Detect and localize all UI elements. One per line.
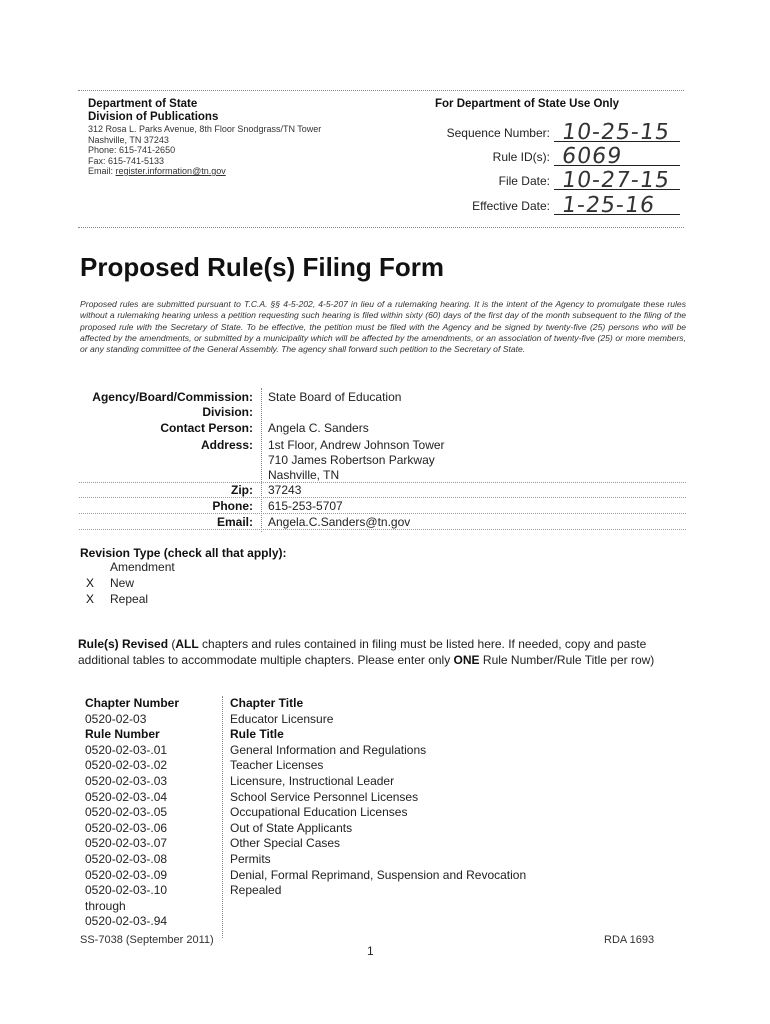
rule-title: Occupational Education Licenses [230, 805, 408, 820]
table-header-row [82, 727, 682, 743]
rule-id-field [440, 146, 680, 168]
agency-value: State Board of Education [268, 390, 402, 404]
table-row [82, 836, 682, 852]
rule-number: 0520-02-03-.03 [85, 774, 168, 788]
rule-number-header: Rule Number [85, 727, 160, 742]
agency-label: Agency/Board/Commission: [92, 390, 253, 404]
instruction-text: ( [168, 637, 176, 651]
table-row [82, 774, 682, 790]
field-divider [79, 529, 686, 530]
revision-option-repeal: Repeal [110, 592, 149, 606]
checkbox-mark[interactable]: X [86, 576, 95, 590]
table-row [82, 805, 682, 821]
instruction-text: Rule Number/Rule Title per row) [479, 653, 655, 667]
department-name: Department of State [88, 98, 198, 110]
rule-number: 0520-02-03-.02 [85, 758, 168, 773]
rule-number: through [85, 898, 126, 913]
form-id: SS-7038 (September 2011) [80, 934, 214, 946]
email-value: Angela.C.Sanders@tn.gov [268, 515, 411, 529]
contact-person-label: Contact Person: [160, 421, 253, 435]
table-header-row [82, 696, 682, 712]
address-line: 312 Rosa L. Parks Avenue, 8th Floor Snodgrass/TN Tower [88, 124, 322, 134]
file-date-field [440, 170, 680, 192]
phone-label: Phone: [212, 499, 253, 513]
email-label: Email: [88, 166, 114, 176]
rule-title: Permits [230, 852, 271, 866]
rule-title: Denial, Formal Reprimand, Suspension and Revocation [230, 867, 527, 882]
rule-number: 0520-02-03-.05 [85, 805, 168, 820]
rule-title: General Information and Regulations [230, 742, 427, 757]
revision-type-title: Revision Type (check all that apply): [80, 546, 287, 560]
table-row [82, 914, 682, 930]
zip-value: 37243 [268, 483, 302, 497]
table-row [82, 852, 682, 868]
chapter-title: Educator Licensure [230, 711, 334, 726]
chapter-title-header: Chapter Title [230, 696, 304, 710]
instruction-text: chapters and rules contained in filing must be listed here. If needed, copy and paste additional tables to accommodate multiple chapters. Please enter only [78, 637, 647, 667]
table-row [82, 899, 682, 915]
rule-title: Licensure, Instructional Leader [230, 774, 395, 788]
address-line: Fax: 615-741-5133 [88, 155, 165, 166]
rda-number: RDA 1693 [604, 934, 655, 946]
rule-number: 0520-02-03-.09 [85, 867, 168, 882]
handwritten-value: 6069 [560, 144, 624, 169]
rule-title: Repealed [230, 883, 282, 898]
handwritten-value: 1-25-16 [560, 193, 657, 218]
rules-revised-instructions [78, 636, 684, 668]
page-number: 1 [367, 944, 374, 958]
address-line: Nashville, TN 37243 [88, 134, 169, 145]
rule-title: School Service Personnel Licenses [230, 789, 419, 804]
intro-paragraph: Proposed rules are submitted pursuant to T.C.A. §§ 4-5-202, 4-5-207 in lieu of a rulemaking hearing. It is the intent of the Agency to promulgate these rules without a rulemaking hearing unless a petition requesting such hearing is filed within sixty (60) days of the first day of the month subsequent to the filing of the proposed rule with the Secretary of State. To be effective, the petition must be filed with the Agency and be signed by twenty-five (25) persons who will be affected by the amendments, or submitted by a municipality which will be affected by the amendments, or an association of twenty-five (25) or more members, or any standing committee of the General Assembly. The agency shall forward such petition to the Secretary of State. [80, 299, 686, 355]
table-row [82, 743, 682, 759]
field-label: Effective Date: [472, 199, 550, 213]
rule-title: Out of State Applicants [230, 820, 353, 835]
field-divider [79, 513, 686, 514]
address-line: Phone: 615-741-2650 [88, 145, 176, 155]
phone-value: 615-253-5707 [268, 499, 343, 513]
field-column-divider [261, 388, 262, 532]
rule-number: 0520-02-03-.04 [85, 789, 168, 804]
table-row [82, 758, 682, 774]
contact-person-value: Angela C. Sanders [268, 421, 369, 435]
table-row [82, 868, 682, 884]
instruction-emphasis: ALL [175, 637, 199, 651]
handwritten-value: 10-27-15 [560, 168, 672, 193]
rule-title: Teacher Licenses [230, 758, 324, 773]
revision-option-amendment: Amendment [110, 560, 175, 574]
email-link[interactable]: register.information@tn.gov [115, 166, 226, 176]
department-address-block [88, 98, 418, 177]
chapter-number: 0520-02-03 [85, 711, 147, 726]
chapter-number-header: Chapter Number [85, 696, 180, 710]
table-row [82, 883, 682, 899]
zip-label: Zip: [231, 483, 253, 497]
rule-number: 0520-02-03-.08 [85, 852, 168, 866]
sequence-number-field [440, 122, 680, 144]
rule-number: 0520-02-03-.10 [85, 883, 168, 898]
division-label: Division: [202, 405, 253, 419]
field-label: File Date: [498, 174, 550, 188]
effective-date-field [440, 195, 680, 217]
rule-number: 0520-02-03-.07 [85, 836, 168, 851]
division-name: Division of Publications [88, 111, 219, 123]
instruction-emphasis: ONE [453, 653, 480, 667]
email-line [88, 166, 418, 177]
table-row [82, 821, 682, 837]
rule-number: 0520-02-03-.06 [85, 820, 168, 835]
field-label: Rule ID(s): [492, 150, 550, 164]
rule-number: 0520-02-03-.01 [85, 742, 168, 757]
email-label: Email: [216, 515, 253, 529]
field-label: Sequence Number: [446, 126, 550, 140]
handwritten-value: 10-25-15 [560, 120, 672, 145]
rule-title: Other Special Cases [230, 836, 341, 851]
address-line-3: Nashville, TN [268, 468, 340, 482]
address-line-1: 1st Floor, Andrew Johnson Tower [268, 438, 445, 452]
rule-title-header: Rule Title [230, 727, 284, 742]
use-only-title: For Department of State Use Only [435, 98, 620, 110]
rules-revised-heading: Rule(s) Revised [78, 637, 169, 651]
page-title: Proposed Rule(s) Filing Form [80, 252, 445, 282]
table-row [82, 790, 682, 806]
table-row [82, 712, 682, 728]
rule-number: 0520-02-03-.94 [85, 914, 168, 929]
address-line-2: 710 James Robertson Parkway [268, 453, 435, 467]
address-label: Address: [200, 438, 253, 452]
field-divider [79, 497, 686, 498]
checkbox-mark[interactable]: X [86, 592, 95, 606]
revision-option-new: New [110, 576, 135, 590]
